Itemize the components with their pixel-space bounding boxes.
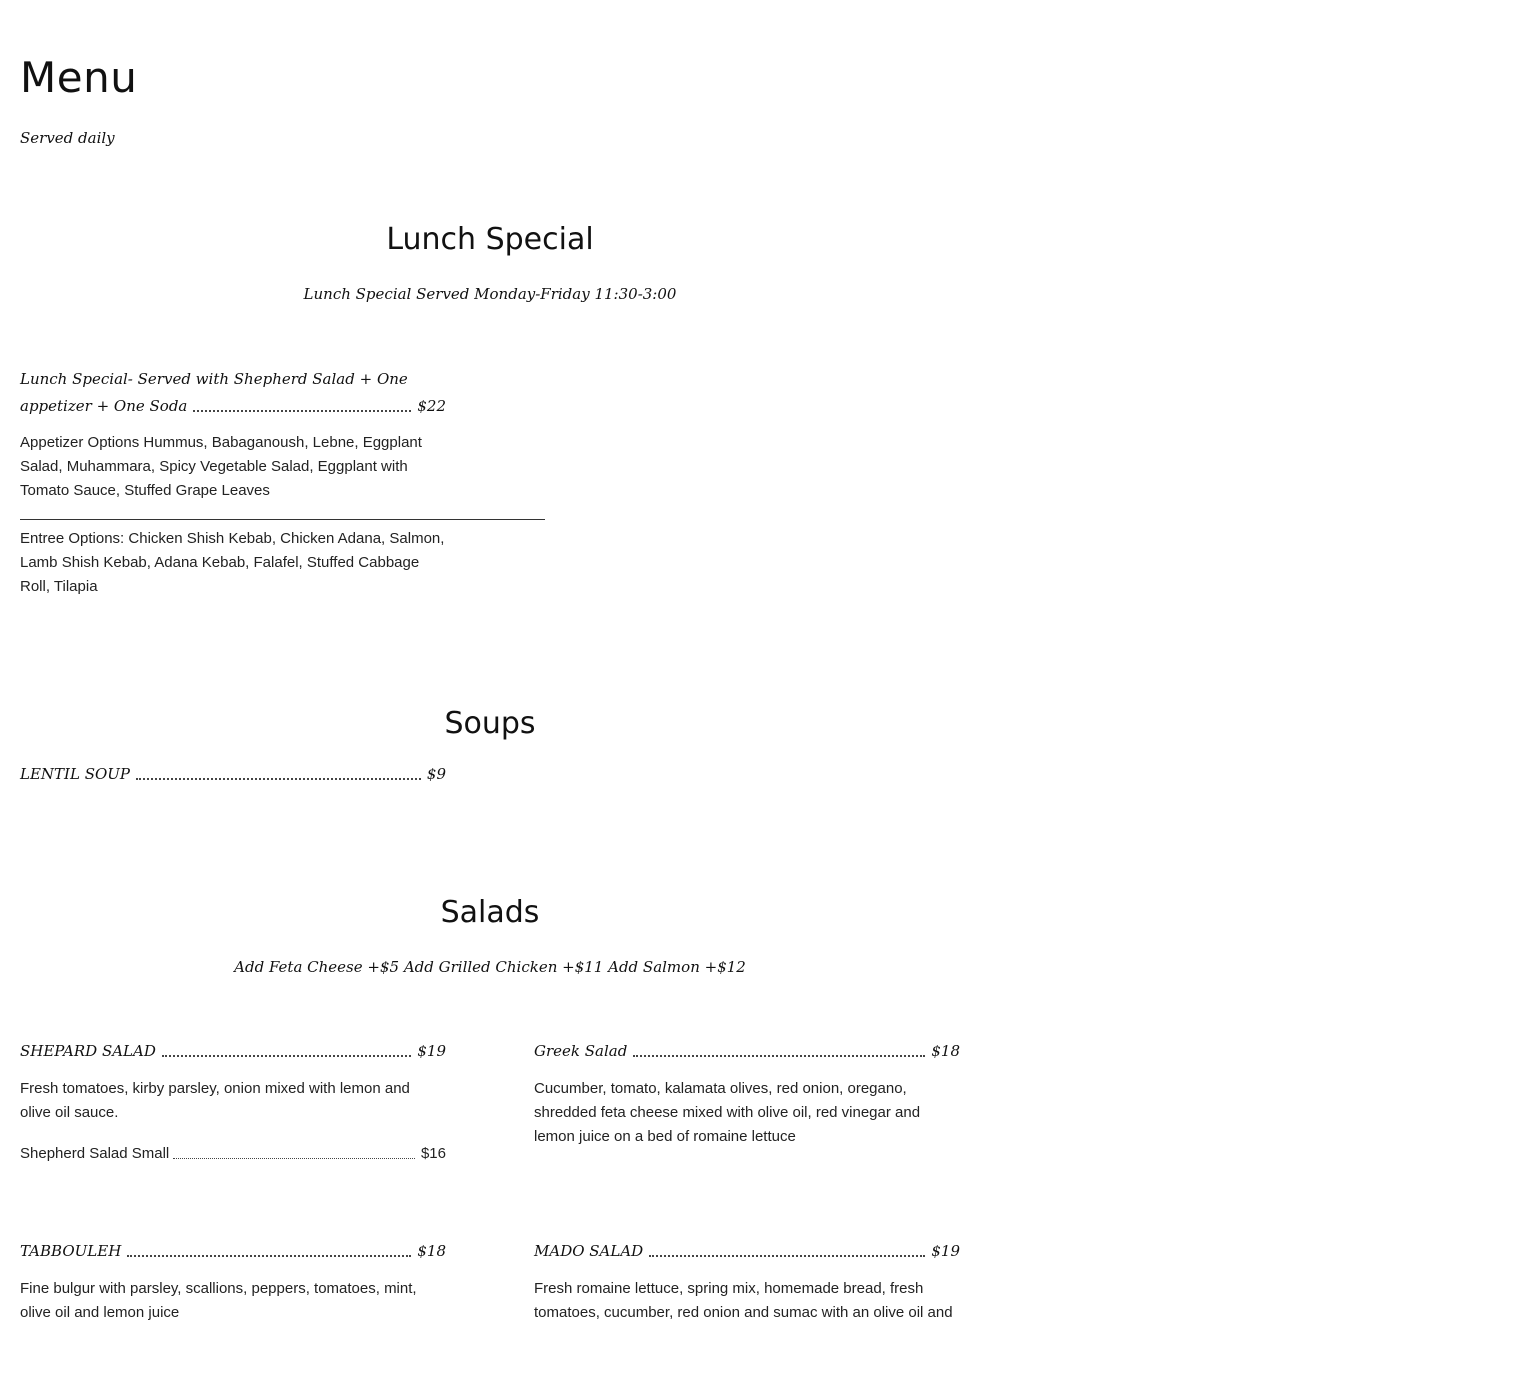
lunch-entrees: Entree Options: Chicken Shish Kebab, Chicken Adana, Salmon, Lamb Shish Kebab, Adana Kebab, Falafel, Stuffed Cabbage Roll, Tilapia bbox=[20, 530, 445, 595]
salad-desc-clip bbox=[20, 1277, 440, 1321]
section-title-salads: Salads bbox=[440, 895, 540, 930]
dot-leader bbox=[162, 1055, 411, 1057]
salad-item bbox=[20, 1238, 446, 1265]
lunch-item-name-line1: Lunch Special- Served with Shepherd Salad + One bbox=[20, 370, 408, 388]
salad-item-name: SHEPARD SALAD bbox=[20, 1042, 156, 1060]
salad-item-name: Greek Salad bbox=[534, 1042, 628, 1060]
section-title-lunch: Lunch Special bbox=[386, 222, 594, 257]
page-subtitle: Served daily bbox=[20, 129, 115, 147]
lunch-item-row bbox=[20, 393, 446, 420]
salad-item-desc: Fine bulgur with parsley, scallions, peppers, tomatoes, mint, olive oil and lemon juice bbox=[20, 1280, 417, 1321]
soup-item bbox=[20, 761, 446, 788]
salad-sub-item bbox=[20, 1143, 446, 1165]
salad-desc-clip bbox=[534, 1277, 964, 1321]
salad-item-desc: Fresh tomatoes, kirby parsley, onion mixed with lemon and olive oil sauce. bbox=[20, 1080, 410, 1121]
lunch-note: Lunch Special Served Monday-Friday 11:30-3:00 bbox=[303, 285, 677, 303]
page-title: Menu bbox=[20, 53, 138, 102]
section-title-soups: Soups bbox=[444, 706, 536, 741]
salad-item bbox=[534, 1238, 960, 1265]
salad-item-price: $18 bbox=[931, 1042, 960, 1060]
divider bbox=[20, 519, 545, 520]
salad-item bbox=[534, 1038, 960, 1065]
salad-sub-item-name: Shepherd Salad Small bbox=[20, 1145, 170, 1162]
dot-leader bbox=[193, 410, 411, 412]
lunch-item-price: $22 bbox=[417, 397, 446, 415]
dot-leader bbox=[173, 1158, 415, 1159]
lunch-appetizers: Appetizer Options Hummus, Babaganoush, Lebne, Eggplant Salad, Muhammara, Spicy Vegetable Salad, Eggplant with Tomato Sauce, Stuffed Grape Leaves bbox=[20, 434, 422, 499]
lunch-item bbox=[20, 366, 446, 420]
salad-item-desc: Cucumber, tomato, kalamata olives, red onion, oregano, shredded feta cheese mixed with olive oil, red vinegar and lemon juice on a bed of romaine lettuce bbox=[534, 1080, 921, 1145]
dot-leader bbox=[136, 778, 421, 780]
salad-item-price: $19 bbox=[417, 1042, 446, 1060]
salad-item-name: MADO SALAD bbox=[534, 1242, 644, 1260]
salad-item-price: $19 bbox=[931, 1242, 960, 1260]
salad-item bbox=[20, 1038, 446, 1065]
dot-leader bbox=[649, 1255, 925, 1257]
salad-sub-item-price: $16 bbox=[420, 1145, 446, 1162]
salad-item-price: $18 bbox=[417, 1242, 446, 1260]
dot-leader bbox=[633, 1055, 925, 1057]
dot-leader bbox=[127, 1255, 411, 1257]
salad-item-desc: Fresh romaine lettuce, spring mix, homemade bread, fresh tomatoes, cucumber, red onion and sumac with an olive oil and bbox=[534, 1280, 953, 1321]
lunch-item-name-line2: appetizer + One Soda bbox=[20, 397, 188, 415]
soup-item-price: $9 bbox=[426, 765, 446, 783]
soup-item-name: LENTIL SOUP bbox=[20, 765, 131, 783]
salads-note: Add Feta Cheese +$5 Add Grilled Chicken +$11 Add Salmon +$12 bbox=[234, 958, 746, 976]
salad-item-name: TABBOULEH bbox=[20, 1242, 122, 1260]
